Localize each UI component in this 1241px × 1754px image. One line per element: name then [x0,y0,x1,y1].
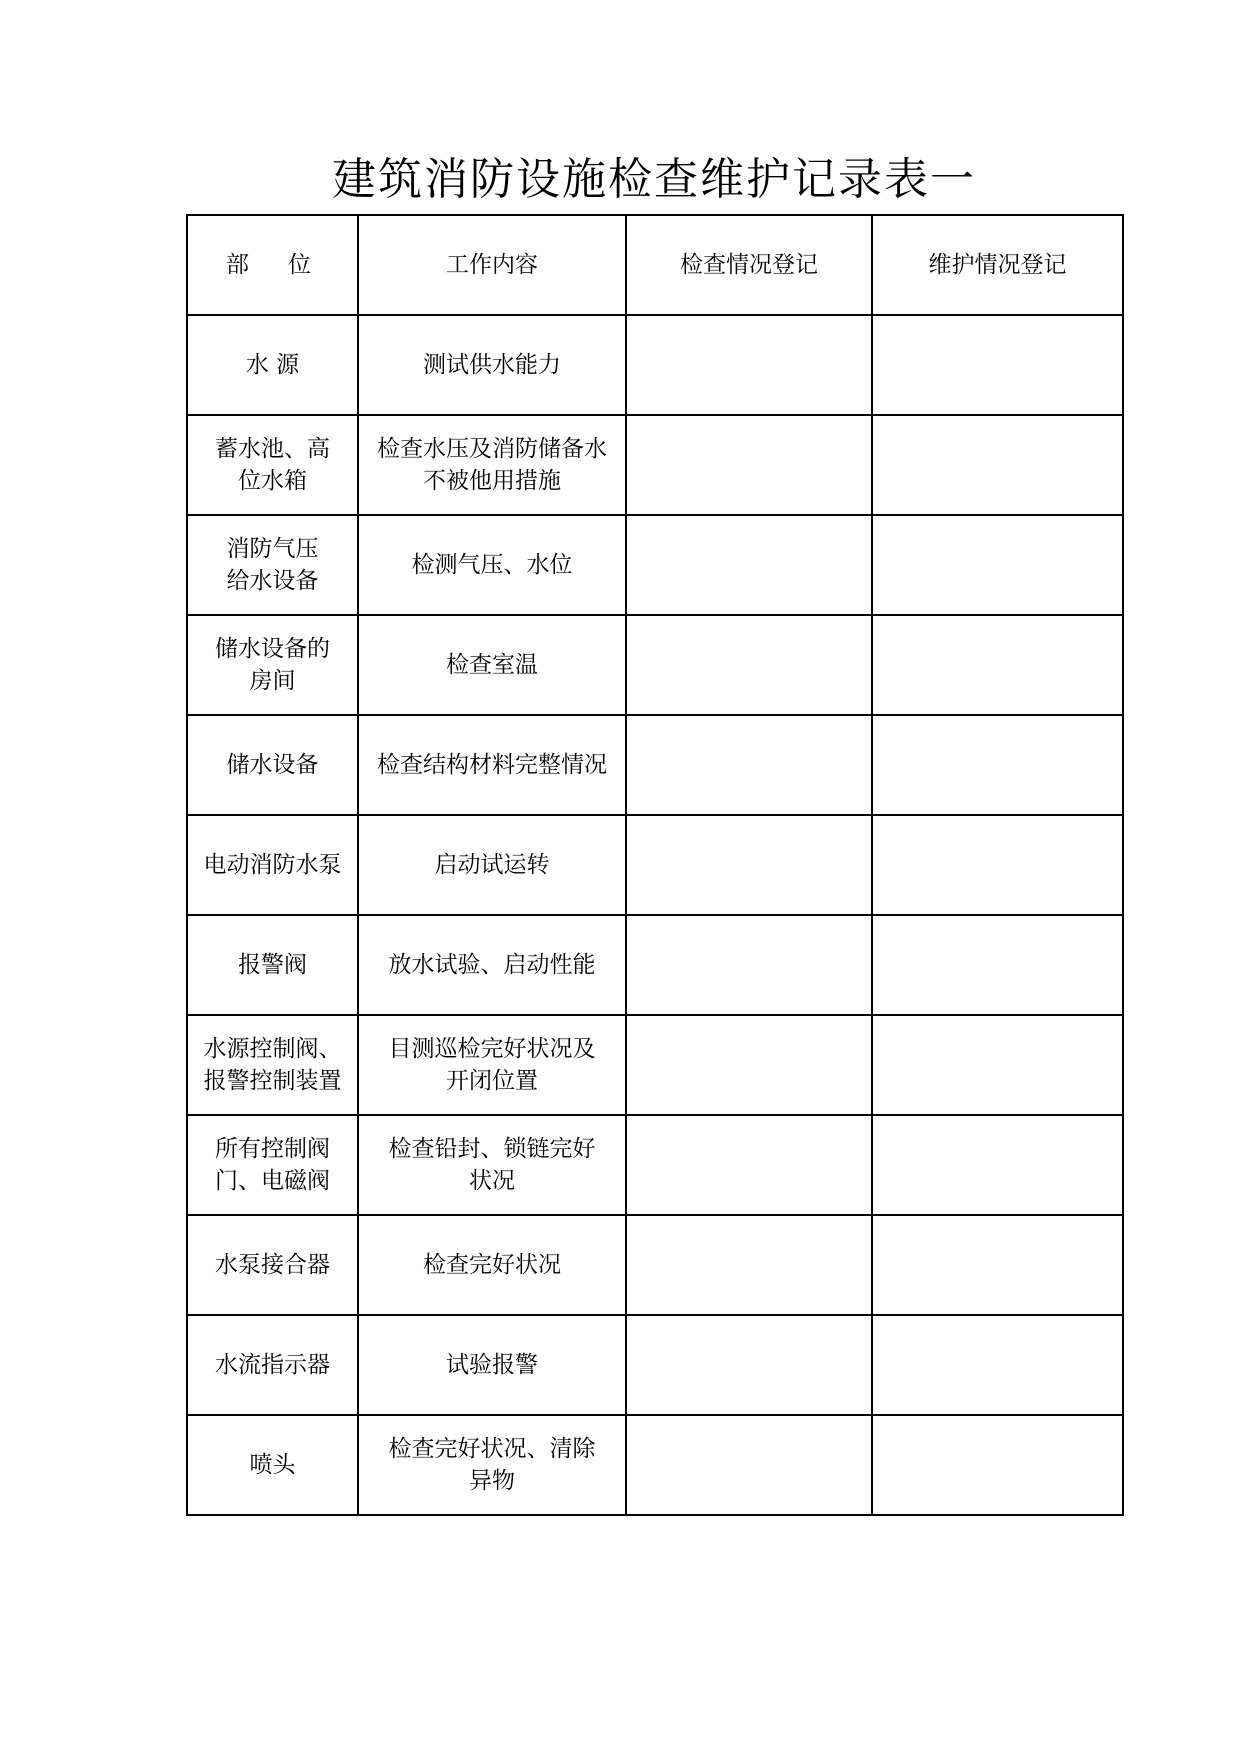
location-cell: 水泵接合器 [187,1215,358,1315]
work-cell: 试验报警 [358,1315,626,1415]
location-cell: 消防气压 给水设备 [187,515,358,615]
work-cell: 检测气压、水位 [358,515,626,615]
maintenance-entry-cell[interactable] [872,315,1123,415]
maintenance-entry-cell[interactable] [872,1215,1123,1315]
work-cell: 测试供水能力 [358,315,626,415]
table-row [187,515,1123,615]
maintenance-entry-cell[interactable] [872,415,1123,515]
header-inspection-record: 检查情况登记 [626,215,872,315]
location-cell: 水 源 [187,315,358,415]
header-maintenance-record: 维护情况登记 [872,215,1123,315]
work-cell: 检查水压及消防储备水 不被他用措施 [358,415,626,515]
maintenance-entry-cell[interactable] [872,915,1123,1015]
table-row [187,1015,1123,1115]
header-location: 部 位 [187,215,358,315]
table-header-row [187,215,1123,315]
location-cell: 喷头 [187,1415,358,1515]
location-cell: 储水设备的 房间 [187,615,358,715]
inspection-entry-cell[interactable] [626,1215,872,1315]
work-cell: 检查室温 [358,615,626,715]
work-cell: 检查铅封、锁链完好 状况 [358,1115,626,1215]
location-cell: 水流指示器 [187,1315,358,1415]
table-row [187,415,1123,515]
location-cell: 蓄水池、高 位水箱 [187,415,358,515]
maintenance-entry-cell[interactable] [872,1115,1123,1215]
work-cell: 检查完好状况 [358,1215,626,1315]
table-row [187,1115,1123,1215]
table-row [187,1215,1123,1315]
table-row [187,1315,1123,1415]
table-row [187,815,1123,915]
location-cell: 电动消防水泵 [187,815,358,915]
maintenance-entry-cell[interactable] [872,1415,1123,1515]
table-row [187,915,1123,1015]
work-cell: 启动试运转 [358,815,626,915]
location-cell: 储水设备 [187,715,358,815]
maintenance-entry-cell[interactable] [872,715,1123,815]
inspection-entry-cell[interactable] [626,715,872,815]
inspection-entry-cell[interactable] [626,615,872,715]
location-cell: 所有控制阀 门、电磁阀 [187,1115,358,1215]
maintenance-entry-cell[interactable] [872,815,1123,915]
work-cell: 检查完好状况、清除 异物 [358,1415,626,1515]
inspection-entry-cell[interactable] [626,815,872,915]
table-row [187,1415,1123,1515]
page-title: 建筑消防设施检查维护记录表一 [332,154,976,205]
inspection-entry-cell[interactable] [626,1415,872,1515]
work-cell: 放水试验、启动性能 [358,915,626,1015]
header-work-content: 工作内容 [358,215,626,315]
inspection-entry-cell[interactable] [626,1015,872,1115]
table-row [187,715,1123,815]
table-row [187,615,1123,715]
location-cell: 水源控制阀、 报警控制装置 [187,1015,358,1115]
inspection-entry-cell[interactable] [626,1115,872,1215]
inspection-record-table [186,214,1124,1516]
inspection-entry-cell[interactable] [626,415,872,515]
inspection-entry-cell[interactable] [626,515,872,615]
table-row [187,315,1123,415]
location-cell: 报警阀 [187,915,358,1015]
inspection-entry-cell[interactable] [626,315,872,415]
maintenance-entry-cell[interactable] [872,515,1123,615]
work-cell: 目测巡检完好状况及 开闭位置 [358,1015,626,1115]
work-cell: 检查结构材料完整情况 [358,715,626,815]
maintenance-entry-cell[interactable] [872,1015,1123,1115]
inspection-entry-cell[interactable] [626,915,872,1015]
maintenance-entry-cell[interactable] [872,615,1123,715]
inspection-entry-cell[interactable] [626,1315,872,1415]
maintenance-entry-cell[interactable] [872,1315,1123,1415]
